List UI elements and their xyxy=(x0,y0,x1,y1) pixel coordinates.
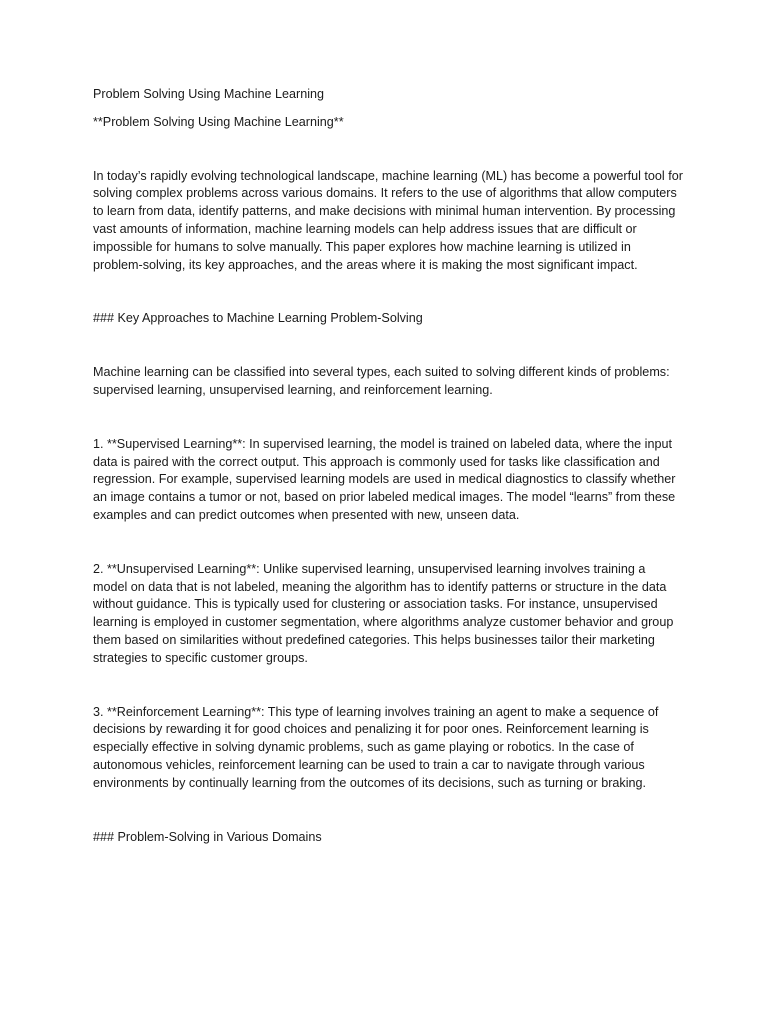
document-title: Problem Solving Using Machine Learning xyxy=(93,87,325,101)
list-item-supervised: 1. **Supervised Learning**: In supervised learning, the model is trained on labeled data, where the input data is paired with the correct output. This approach is commonly used for tasks like classification and regression. For example, supervised learning models are used in medical diagnostics to classify whether an image contains a tumor or not, based on prior labeled medical images. The model “learns” from these examples and can predict outcomes when presented with new, unseen data. xyxy=(93,436,676,522)
classification-paragraph: Machine learning can be classified into several types, each suited to solving different kinds of problems: supervised learning, unsupervised learning, and reinforcement learning. xyxy=(93,365,670,397)
section-heading-domains: ### Problem-Solving in Various Domains xyxy=(93,829,322,844)
section-heading-approaches: ### Key Approaches to Machine Learning Problem-Solving xyxy=(93,311,423,326)
list-item-unsupervised: 2. **Unsupervised Learning**: Unlike supervised learning, unsupervised learning involves training a model on data that is not labeled, meaning the algorithm has to identify patterns or structure in the data without guidance. This is typically used for clustering or association tasks. For instance, unsupervised learning is employed in customer segmentation, where algorithms analyze customer behavior and group them based on similarities without predefined categories. This helps businesses tailor their marketing strategies to specific customer groups. xyxy=(93,561,674,665)
document-body xyxy=(93,86,683,882)
document-subtitle: **Problem Solving Using Machine Learning** xyxy=(93,114,344,129)
intro-paragraph: In today’s rapidly evolving technological landscape, machine learning (ML) has become a powerful tool for solving complex problems across various domains. It refers to the use of algorithms that allow computers to learn from data, identify patterns, and make decisions with minimal human intervention. By processing vast amounts of information, machine learning models can help address issues that are difficult or impossible for humans to solve manually. This paper explores how machine learning is utilized in problem-solving, its key approaches, and the areas where it is making the most significant impact. xyxy=(93,168,683,272)
list-item-reinforcement: 3. **Reinforcement Learning**: This type of learning involves training an agent to make a sequence of decisions by rewarding it for good choices and penalizing it for poor ones. Reinforcement learning is especially effective in solving dynamic problems, such as game playing or robotics. In the case of autonomous vehicles, reinforcement learning can be used to train a car to navigate through various environments by continually learning from the outcomes of its decisions, such as turning or braking. xyxy=(93,704,659,790)
